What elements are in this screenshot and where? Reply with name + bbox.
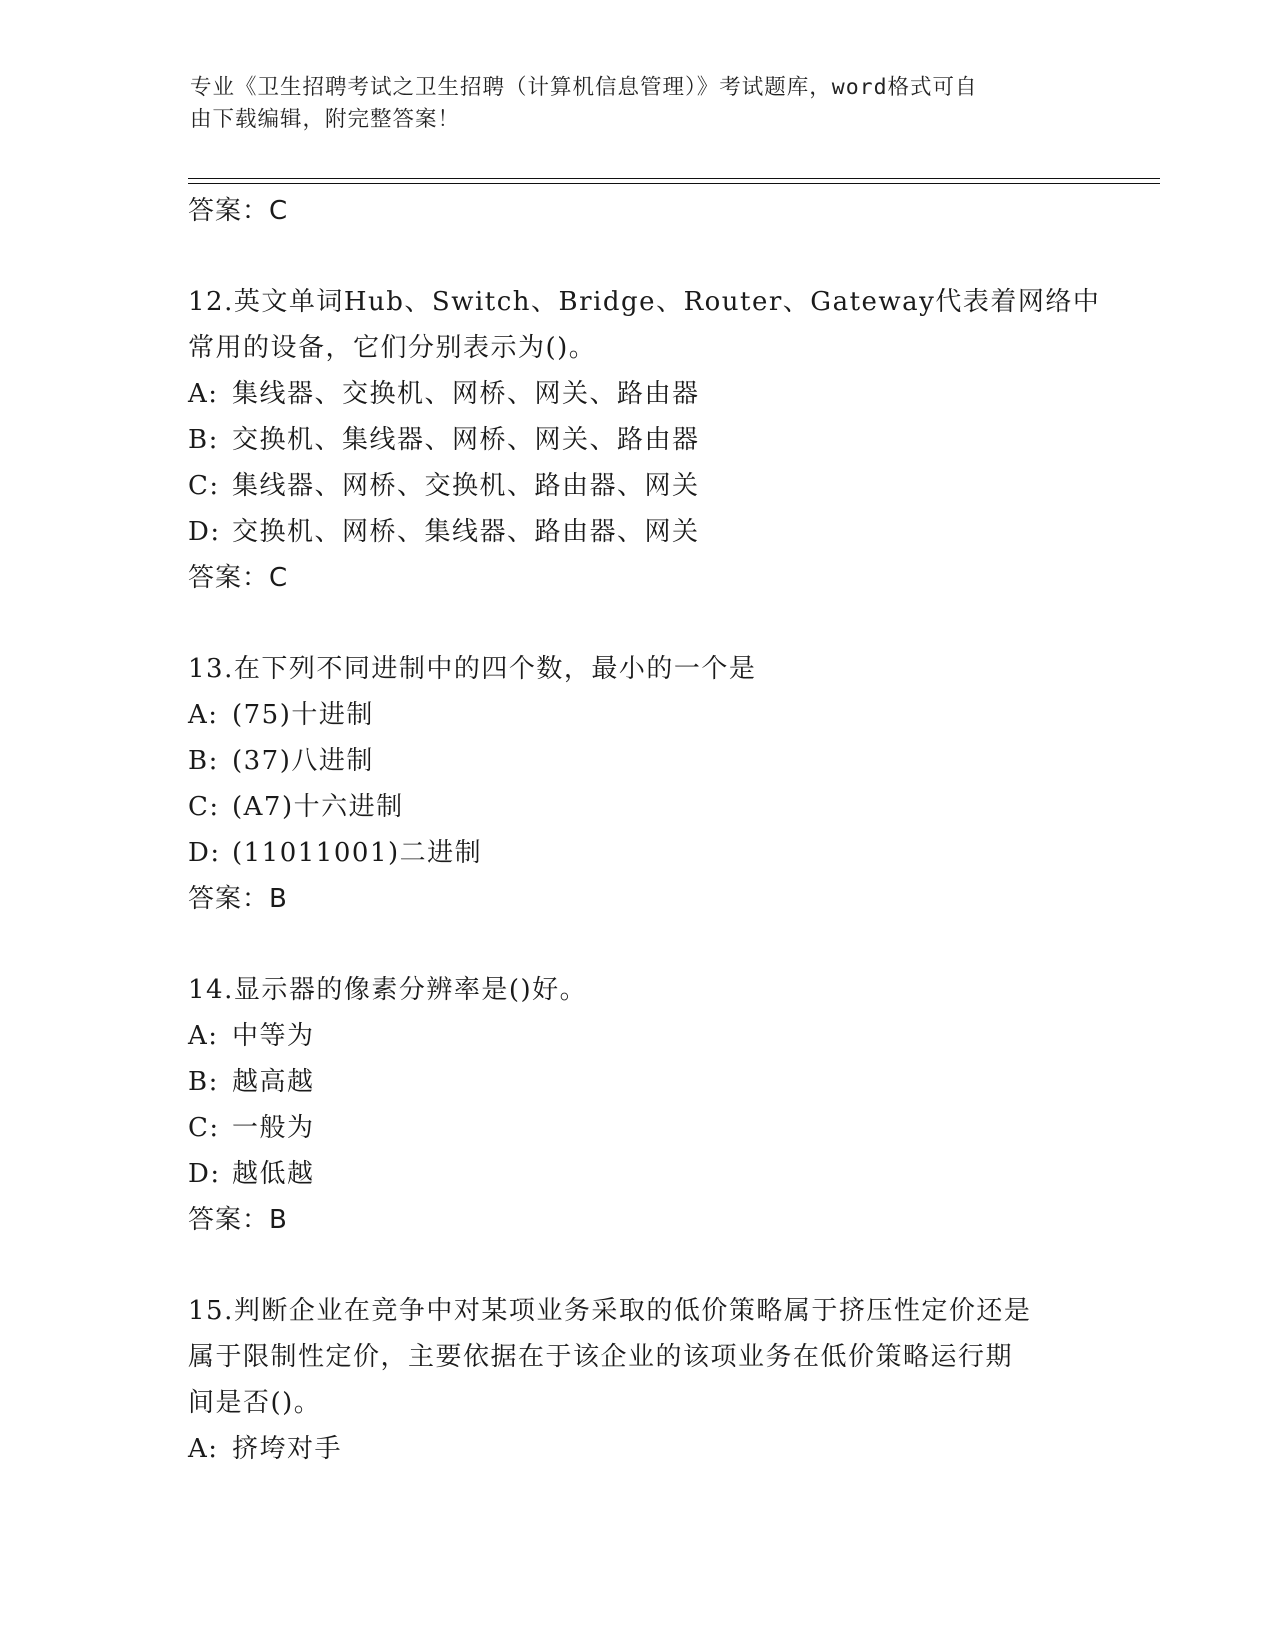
option-key: D: — [188, 517, 221, 547]
option-key: C: — [188, 1113, 220, 1143]
option-text: 集线器、交换机、网桥、网关、路由器 — [232, 379, 700, 409]
question-block-14 — [188, 967, 1108, 1243]
option-key: A: — [188, 379, 219, 409]
question-text-line: 14.显示器的像素分辨率是()好。 — [188, 975, 588, 1005]
question-text-line: 常用的设备，它们分别表示为()。 — [188, 333, 597, 363]
option-c — [188, 1105, 1108, 1151]
document-header — [190, 72, 1090, 136]
question-text-line: 属于限制性定价，主要依据在于该企业的该项业务在低价策略运行期 — [188, 1342, 1014, 1372]
question-content — [188, 188, 1108, 1472]
option-key: A: — [188, 1021, 219, 1051]
option-a — [188, 371, 1108, 417]
option-text: 一般为 — [232, 1113, 315, 1143]
option-key: B: — [188, 425, 219, 455]
option-key: A: — [188, 700, 219, 730]
option-text: 越高越 — [232, 1067, 315, 1097]
answer-line: 答案：B — [188, 1205, 288, 1235]
option-a — [188, 692, 1108, 738]
option-text: (A7)十六进制 — [232, 792, 404, 822]
option-a — [188, 1426, 1108, 1472]
answer-line: 答案：C — [188, 196, 289, 226]
question-text-line: 12.英文单词Hub、Switch、Bridge、Router、Gateway代表着网络中 — [188, 287, 1101, 317]
option-key: D: — [188, 1159, 221, 1189]
option-text: 中等为 — [232, 1021, 315, 1051]
option-key: C: — [188, 792, 220, 822]
question-text-line: 间是否()。 — [188, 1388, 322, 1418]
answer-line: 答案：B — [188, 884, 288, 914]
option-text: 挤垮对手 — [232, 1434, 343, 1464]
question-block-12 — [188, 279, 1108, 601]
option-text: 交换机、网桥、集线器、路由器、网关 — [232, 517, 700, 547]
option-key: A: — [188, 1434, 219, 1464]
option-b — [188, 1059, 1108, 1105]
question-block-15 — [188, 1288, 1108, 1472]
option-text: 交换机、集线器、网桥、网关、路由器 — [232, 425, 700, 455]
option-c — [188, 784, 1108, 830]
option-key: C: — [188, 471, 220, 501]
option-b — [188, 738, 1108, 784]
option-key: B: — [188, 746, 219, 776]
option-d — [188, 509, 1108, 555]
option-c — [188, 463, 1108, 509]
question-text-line: 13.在下列不同进制中的四个数，最小的一个是 — [188, 654, 757, 684]
header-line-2: 由下载编辑，附完整答案！ — [190, 107, 461, 132]
option-text: (37)八进制 — [232, 746, 374, 776]
option-key: B: — [188, 1067, 219, 1097]
header-rule-top — [188, 178, 1160, 179]
answer-line: 答案：C — [188, 563, 289, 593]
option-b — [188, 417, 1108, 463]
option-key: D: — [188, 838, 221, 868]
option-text: 集线器、网桥、交换机、路由器、网关 — [232, 471, 700, 501]
option-d — [188, 830, 1108, 876]
header-rule-bottom — [188, 183, 1160, 184]
option-text: (11011001)二进制 — [232, 838, 483, 868]
option-a — [188, 1013, 1108, 1059]
question-text-line: 15.判断企业在竞争中对某项业务采取的低价策略属于挤压性定价还是 — [188, 1296, 1032, 1326]
option-d — [188, 1151, 1108, 1197]
header-line-1: 专业《卫生招聘考试之卫生招聘（计算机信息管理）》考试题库，word格式可自 — [190, 75, 978, 100]
option-text: 越低越 — [232, 1159, 315, 1189]
option-text: (75)十进制 — [232, 700, 374, 730]
question-block-13 — [188, 646, 1108, 922]
